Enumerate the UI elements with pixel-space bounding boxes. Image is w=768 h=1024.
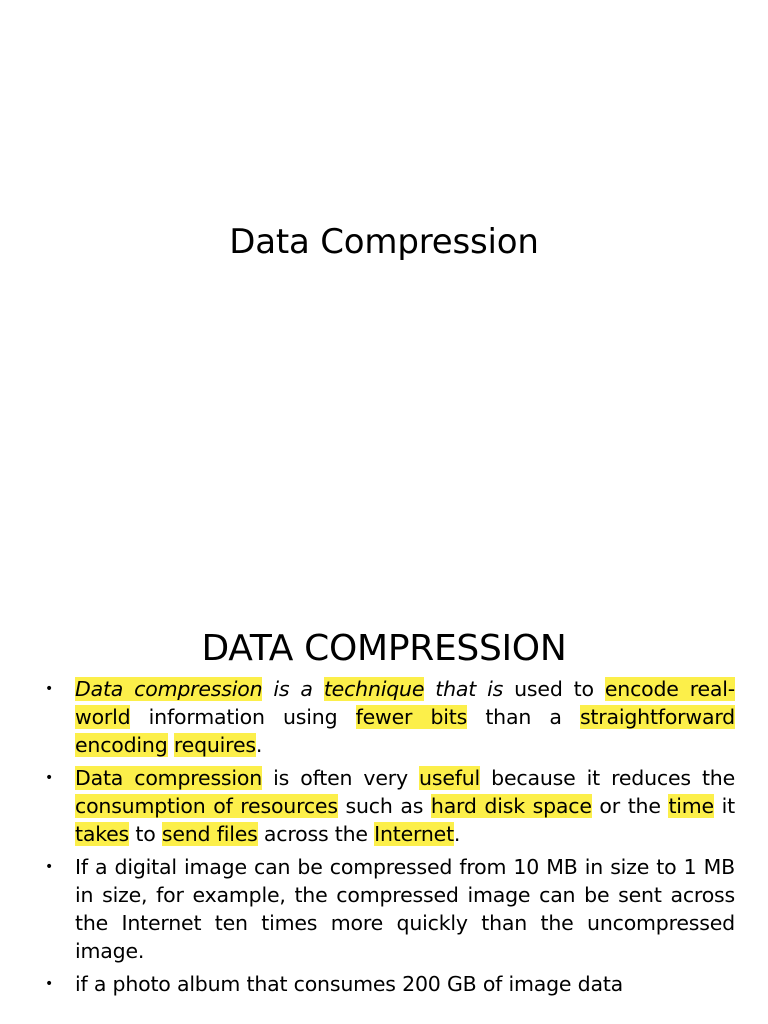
slide-content [0,576,768,1024]
bullet-dot-icon: • [45,976,54,992]
bullet-list [41,675,735,1003]
bullet-text: to [129,822,162,846]
bullet-text: used to [503,677,605,701]
slide-2-title: DATA COMPRESSION [201,628,567,669]
highlighted-text: encoding [75,733,168,757]
bullet-item [41,853,735,965]
highlighted-text: requires [173,733,256,757]
highlighted-text: useful [419,766,481,790]
bullet-item [41,764,735,848]
bullet-text: across the [257,822,375,846]
highlighted-text: encode real-world [75,677,735,729]
bullet-text: is often very [262,766,420,790]
highlighted-text: fewer bits [355,705,468,729]
highlighted-text: time [668,794,714,818]
highlighted-text: Data compression [75,766,263,790]
highlighted-text: technique [323,677,425,701]
bullet-text: than a [467,705,580,729]
slide-1-title: Data Compression [229,222,539,262]
bullet-dot-icon: • [45,859,54,875]
highlighted-text: send files [161,822,258,846]
bullet-text: is a [262,677,324,701]
bullet-text: such as [337,794,431,818]
highlighted-text: Internet [374,822,454,846]
bullet-text: . [255,733,263,757]
bullet-text [168,733,174,757]
highlighted-text: straightforward [579,705,735,729]
bullet-item [41,970,735,998]
bullet-text: it [713,794,735,818]
bullet-text: If a digital image can be compressed from 10 MB in size to 1 MB in size, for example, the compressed image can be sent across the Internet ten times more quickly than the uncompressed image. [75,855,735,963]
highlighted-text: hard disk space [430,794,592,818]
bullet-text: . [453,822,461,846]
bullet-text: that is [424,677,504,701]
bullet-text: because it reduces the [480,766,735,790]
bullet-text: if a photo album that consumes 200 GB of image data [75,972,624,996]
bullet-text: or the [591,794,669,818]
bullet-dot-icon: • [45,681,54,697]
bullet-dot-icon: • [45,770,54,786]
highlighted-text: consumption of resources [75,794,338,818]
bullet-text: information using [130,705,356,729]
highlighted-text: takes [75,822,130,846]
highlighted-text: Data compression [75,677,263,701]
bullet-item [41,675,735,759]
